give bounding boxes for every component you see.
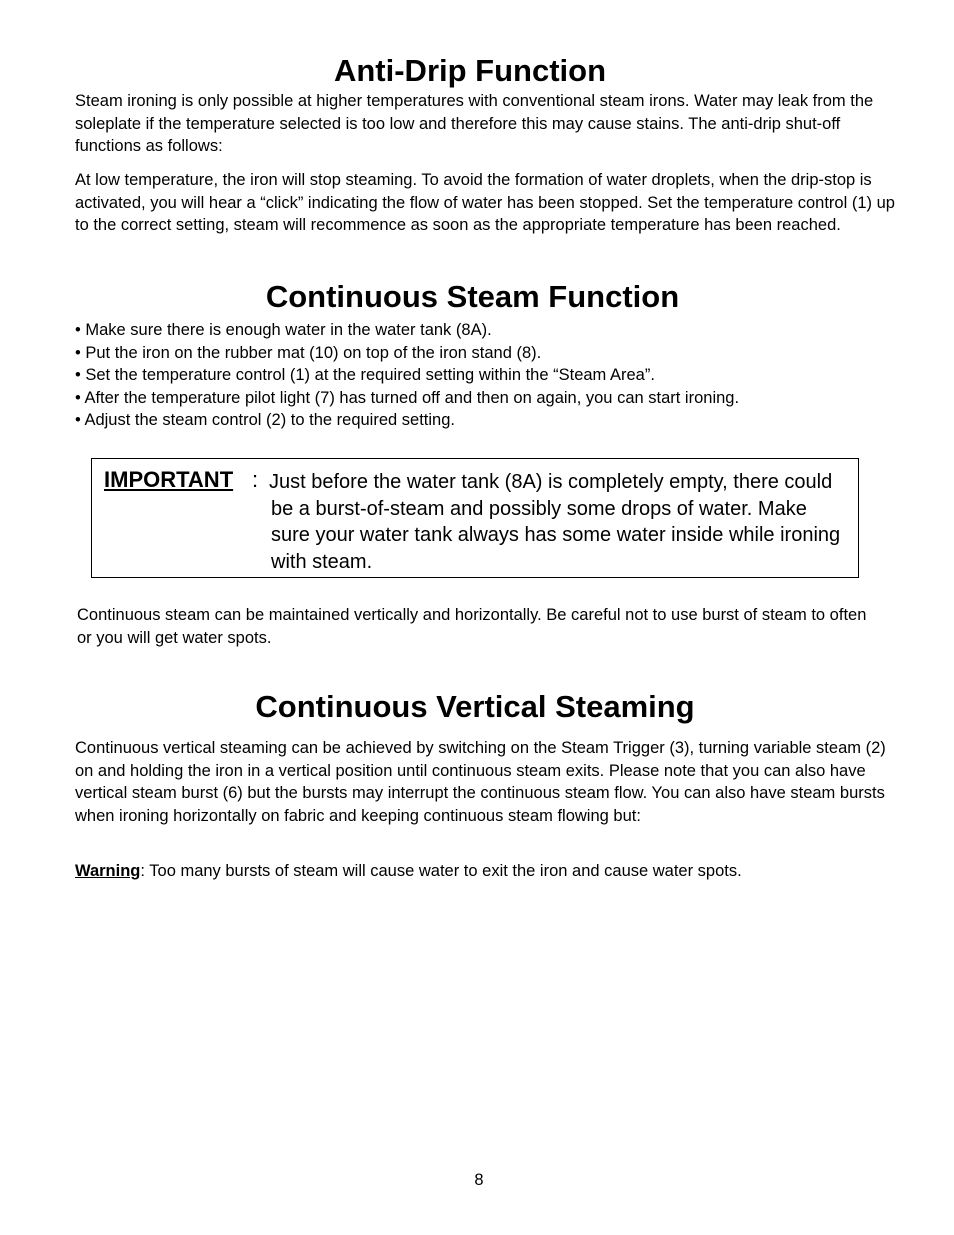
continuous-steam-paragraph: Continuous steam can be maintained vertically and horizontally. Be careful not to use burst of steam to often or you will get water spots.	[77, 606, 867, 647]
continuous-steam-steps	[75, 319, 895, 432]
step-item: • Make sure there is enough water in the water tank (8A).	[75, 321, 492, 339]
important-colon: :	[252, 467, 259, 492]
page-number: 8	[474, 1171, 484, 1189]
continuous-steam-heading: Continuous Steam Function	[265, 279, 680, 314]
warning-text: : Too many bursts of steam will cause water to exit the iron and cause water spots.	[140, 862, 742, 880]
vertical-steaming-paragraph: Continuous vertical steaming can be achieved by switching on the Steam Trigger (3), turning variable steam (2) on and holding the iron in a vertical position until continuous steam exits. Please note that you can also have vertical steam burst (6) but the bursts may interrupt the continuous steam flow. You can also have steam bursts when ironing horizontally on fabric and keeping continuous steam flowing but:	[75, 739, 886, 825]
important-label: IMPORTANT	[104, 467, 234, 492]
step-item: • Set the temperature control (1) at the required setting within the “Steam Area”.	[75, 366, 655, 384]
step-item: • Put the iron on the rubber mat (10) on top of the iron stand (8).	[75, 343, 542, 362]
anti-drip-paragraph-2: At low temperature, the iron will stop steaming. To avoid the formation of water droplets, when the drip-stop is activated, you will hear a “click” indicating the flow of water has been stopped. Set the temperature control (1) up to the correct setting, steam will recommence as soon as the appropriate temperature has been reached.	[75, 171, 895, 234]
important-notice-box	[91, 458, 859, 578]
anti-drip-heading: Anti-Drip Function	[333, 53, 607, 88]
step-item: • After the temperature pilot light (7) has turned off and then on again, you can start ironing.	[75, 388, 740, 407]
important-text: Just before the water tank (8A) is completely empty, there could be a burst-of-steam and possibly some drops of water. Make sure your water tank always has some water inside while ironing with steam.	[269, 471, 841, 573]
warning-label: Warning	[75, 862, 141, 880]
step-item: • Adjust the steam control (2) to the required setting.	[75, 411, 455, 429]
vertical-steaming-heading: Continuous Vertical Steaming	[255, 689, 695, 724]
warning-note	[75, 860, 895, 883]
anti-drip-paragraph-1: Steam ironing is only possible at higher temperatures with conventional steam irons. Water may leak from the soleplate if the temperature selected is too low and therefore this may cause stains. The anti-drip shut-off functions as follows:	[75, 92, 874, 155]
